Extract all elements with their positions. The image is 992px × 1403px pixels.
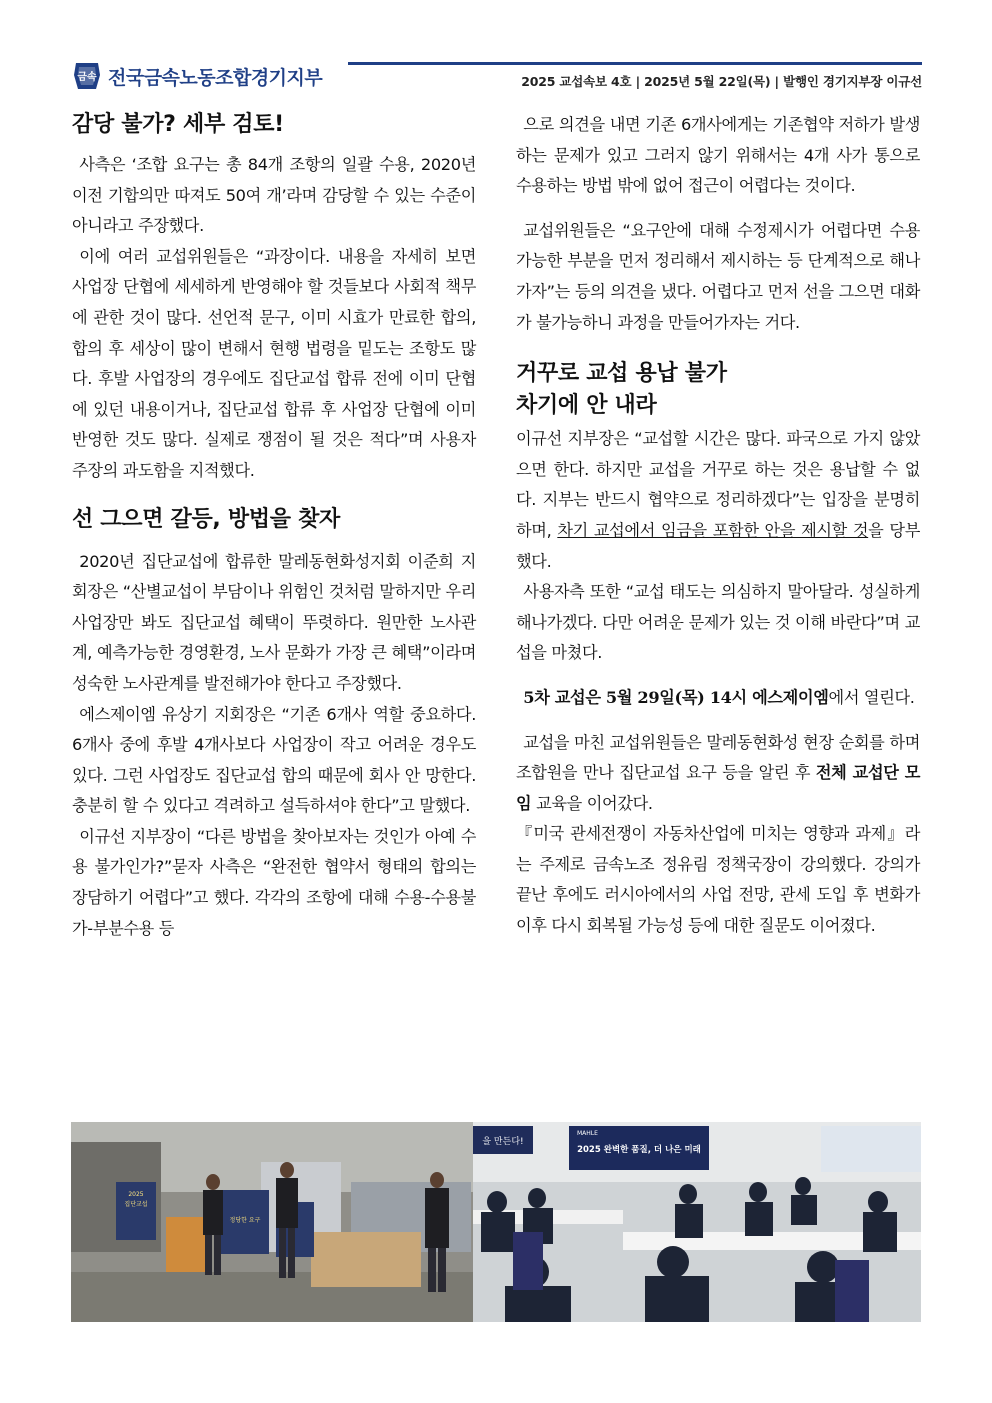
paragraph: 이규선 지부장이 “다른 방법을 찾아보자는 것인가 아예 수용 불가인가?”묻자 사측은 “완전한 협약서 형태의 합의는 장담하기 어렵다”고 했다. 각각의 조항에 대해 수용-수용불가-부분수용 등: [72, 826, 476, 938]
photo-strip: [71, 1122, 921, 1322]
paragraph: [516, 424, 920, 577]
text-run: 교육을 이어갔다.: [531, 793, 653, 813]
screen-lettering: 을 만든다!: [482, 1137, 524, 1147]
next-meeting-emphasis: 5차 교섭은 5월 29일(목) 14시 에스제이엠: [523, 687, 829, 707]
text-run: 을 당부했다.: [516, 520, 920, 571]
union-logo-icon: [70, 59, 104, 93]
left-column: [72, 110, 476, 944]
text-run: 에서 열린다.: [828, 687, 915, 707]
spacer: [516, 714, 920, 728]
screen-brand: MAHLE: [577, 1130, 598, 1137]
section-heading: 선 그으면 갈등, 방법을 찾자: [72, 506, 340, 532]
underlined-text: 차기 교섭에서 임금을 포함한 안을 제시할 것: [557, 520, 869, 540]
paragraph: 사측은 ‘조합 요구는 총 84개 조항의 일괄 수용, 2020년 이전 기합의만 따져도 50여 개’라며 감당할 수 있는 수준이 아니라고 주장했다.: [72, 155, 476, 236]
sign-lettering: 2025: [128, 1191, 144, 1198]
sign-lettering: 정당한 요구: [229, 1217, 261, 1224]
right-column: [516, 110, 920, 942]
header-rule: [348, 62, 922, 65]
photo-factory-visit: [71, 1122, 473, 1322]
section-heading: [516, 358, 920, 422]
screen-lettering: 2025 완벽한 품질, 더 나은 미래: [577, 1145, 701, 1155]
org-logo: [70, 58, 322, 94]
paragraph: 에스제이엠 유상기 지회장은 “기존 6개사 역할 중요하다. 6개사 중에 후발 4개사보다 사업장이 작고 어려운 경우도 있다. 그런 사업장도 집단교섭 합의 때문에 회사 안 망한다. 충분히 할 수 있다고 격려하고 설득하셔야 한다”고 말했다.: [72, 704, 476, 816]
spacer: [516, 669, 920, 683]
paragraph: 으로 의견을 내면 기존 6개사에게는 기존협약 저하가 발생하는 문제가 있고 그러지 않기 위해서는 4개 사가 통으로 수용하는 방법 밖에 없어 접근이 어렵다는 것이다.: [516, 115, 920, 196]
issue-meta: 2025 교섭속보 4호 | 2025년 5월 22일(목) | 발행인 경기지부장 이규선: [521, 74, 922, 89]
paragraph: 교섭위원들은 “요구안에 대해 수정제시가 어렵다면 수용 가능한 부분을 먼저 정리해서 제시하는 등 단계적으로 해나가자”는 등의 의견을 냈다. 어렵다고 먼저 선을 그으면 대화가 불가능하니 과정을 만들어가자는 거다.: [516, 220, 920, 332]
meeting-emphasis: 전체 교섭단 모임: [516, 763, 921, 813]
logo-lettering: 금속: [77, 72, 97, 83]
paragraph: [516, 728, 920, 820]
heading-line-2: 차기에 안 내라: [516, 393, 657, 419]
heading-line-1: 거꾸로 교섭 용납 불가: [516, 361, 727, 387]
text-run: 이규선 지부장은 “교섭할 시간은 많다. 파국으로 가지 않았으면 한다. 하지만 교섭을 거꾸로 하는 것은 용납할 수 없다. 지부는 반드시 협약으로 정리하겠다”는 입장을 분명히 하며,: [516, 429, 920, 540]
newsletter-header: [70, 56, 922, 96]
sign-lettering: 집단교섭: [124, 1201, 148, 1208]
paragraph: 『미국 관세전쟁이 자동차산업에 미치는 영향과 과제』라는 주제로 금속노조 정유림 정책국장이 강의했다. 강의가 끝난 후에도 러시아에서의 사업 전망, 관세 도입 후 변화가 이후 다시 회복될 가능성 등에 대한 질문도 이어졌다.: [516, 824, 920, 936]
factory-scene-image: [71, 1122, 473, 1322]
classroom-scene-image: [473, 1122, 921, 1322]
section-heading: 감당 불가? 세부 검토!: [72, 112, 284, 137]
paragraph: 이에 여러 교섭위원들은 “과장이다. 내용을 자세히 보면 사업장 단협에 세세하게 반영해야 할 것들보다 사회적 책무에 관한 것이 많다. 선언적 문구, 이미 시효가 만료한 합의, 합의 후 세상이 많이 변해서 현행 법령을 밑도는 조항도 많다. 후발 사업장의 경우에도 집단교섭 합류 전에 이미 단협에 있던 내용이거나, 집단교섭 합류 후 사업장 단협에 이미 반영한 것도 많다. 실제로 쟁점이 될 것은 적다”며 사용자 주장의 과도함을 지적했다.: [72, 246, 476, 480]
paragraph: 사용자측 또한 “교섭 태도는 의심하지 말아달라. 성실하게 해나가겠다. 다만 어려운 문제가 있는 것 이해 바란다”며 교섭을 마쳤다.: [516, 582, 920, 663]
paragraph: 2020년 집단교섭에 합류한 말레동현화성지회 이준희 지회장은 “산별교섭이 부담이나 위험인 것처럼 말하지만 우리 사업장만 봐도 집단교섭 혜택이 뚜렷하다. 원만한 노사관계, 예측가능한 경영환경, 노사 문화가 가장 큰 혜택”이라며 성숙한 노사관계를 발전해가야 한다고 주장했다.: [72, 551, 476, 693]
photo-education-session: [473, 1122, 921, 1322]
org-name: 전국금속노동조합경기지부: [108, 66, 323, 89]
text-run: 교섭을 마친 교섭위원들은 말레동현화성 현장 순회를 하며 조합원을 만나 집단교섭 요구 등을 알린 후: [516, 732, 920, 783]
paragraph: [516, 683, 920, 714]
spacer: [516, 202, 920, 216]
